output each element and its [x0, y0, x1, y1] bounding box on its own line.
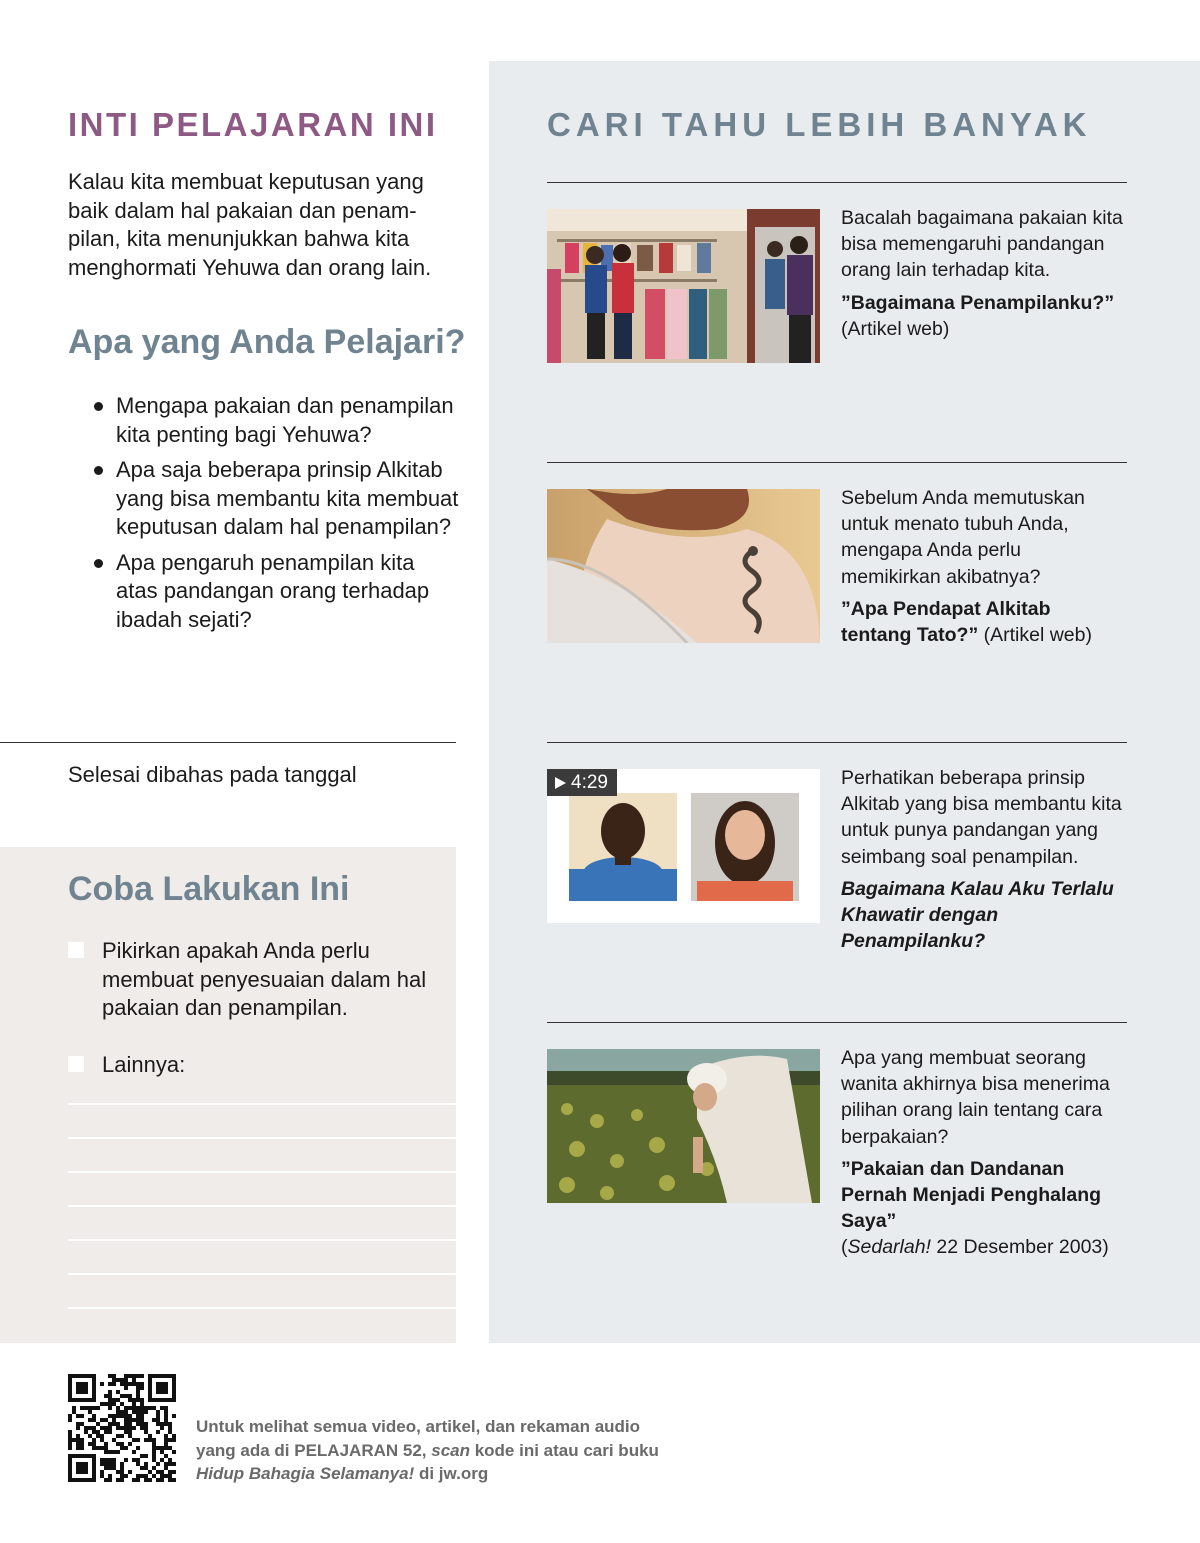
section-heading-summary: INTI PELAJARAN INI	[68, 106, 438, 143]
footer-note: Untuk melihat semua video, artikel, dan rekaman audio yang ada di PELAJARAN 52, scan kode ini atau cari buku Hidup Bahagia Selamanya! di jw.org	[196, 1417, 659, 1483]
write-line[interactable]	[68, 1103, 456, 1105]
resource-source: (Sedarlah! 22 Desember 2003)	[841, 1236, 1109, 1259]
resource-description: Perhatikan beberapa prinsip Alkitab yang bisa membantu kita untuk punya pandangan yang seimbang soal penampilan.	[841, 767, 1122, 868]
resource-item	[841, 1045, 1126, 1261]
resource-item	[841, 765, 1126, 954]
checklist-item	[68, 937, 438, 1023]
divider	[0, 742, 456, 743]
clothing-store-illustration	[547, 209, 820, 363]
write-line[interactable]	[68, 1273, 456, 1275]
resource-description: Bacalah bagaimana pakaian kita bisa memengaruhi pandangan orang lain terhadap kita.	[841, 207, 1123, 282]
tattoo-image[interactable]	[547, 489, 820, 643]
resource-source: (Artikel web)	[841, 317, 950, 340]
resource-title-link[interactable]: Bagaimana Kalau Aku Terlalu Khawatir dengan Penampilanku?	[841, 877, 1114, 953]
checklist-item-label: Lainnya:	[102, 1052, 186, 1077]
questions-heading: Apa yang Anda Pelajari?	[68, 323, 466, 361]
qr-code-icon	[68, 1374, 176, 1482]
tattoo-illustration	[547, 489, 820, 643]
resource-description: Apa yang membuat seorang wanita akhirnya bisa menerima pilihan orang lain tentang cara berpakaian?	[841, 1047, 1110, 1148]
video-duration: 4:29	[571, 772, 608, 793]
write-line[interactable]	[68, 1205, 456, 1207]
summary-text: Kalau kita membuat keputusan yang baik dalam hal pakaian dan penampilan, kita menunjukkan bahwa kita menghormati Yehuwa dan orang lain.	[68, 169, 432, 280]
checkbox[interactable]	[68, 942, 84, 958]
resource-description: Sebelum Anda memutuskan untuk menato tubuh Anda, mengapa Anda perlu memikirkan akibatnya?	[841, 487, 1085, 588]
try-this-box	[0, 847, 456, 1343]
question-list	[90, 392, 460, 641]
resource-title-link[interactable]: ”Pakaian dan Dandanan Pernah Menjadi Penghalang Saya”	[841, 1157, 1102, 1233]
divider	[547, 742, 1127, 743]
resource-title-link[interactable]: ”Apa Pendapat Alkitab tentang Tato?” (Artikel web)	[841, 597, 1092, 647]
play-icon	[555, 777, 566, 789]
try-this-heading: Coba Lakukan Ini	[68, 870, 350, 908]
question-item: Mengapa pakaian dan penampilan kita penting bagi Yehuwa?	[90, 392, 460, 449]
field-worker-illustration	[547, 1049, 820, 1203]
video-duration-badge	[547, 769, 617, 796]
divider	[547, 182, 1127, 183]
qr-code[interactable]	[68, 1374, 176, 1482]
checklist-item	[68, 1051, 438, 1080]
checklist-item-label: Pikirkan apakah Anda perlu membuat penyesuaian dalam hal pakaian dan penampilan.	[102, 938, 427, 1020]
resource-source: (Artikel web)	[983, 624, 1092, 647]
clothing-store-image[interactable]	[547, 209, 820, 363]
field-worker-image[interactable]	[547, 1049, 820, 1203]
write-line[interactable]	[68, 1137, 456, 1139]
bullet-icon	[94, 466, 103, 475]
resource-title-link[interactable]: ”Bagaimana Penampilanku?”	[841, 291, 1115, 314]
question-item: Apa pengaruh penampilan kita atas pandangan orang terhadap ibadah sejati?	[90, 549, 460, 635]
divider	[547, 1022, 1127, 1023]
bullet-icon	[94, 402, 103, 411]
resource-item	[841, 205, 1126, 342]
question-item: Apa saja beberapa prinsip Alkitab yang bisa membantu kita membuat keputusan dalam hal penampilan?	[90, 456, 460, 542]
write-line[interactable]	[68, 1239, 456, 1241]
bullet-icon	[94, 559, 103, 568]
write-line[interactable]	[68, 1171, 456, 1173]
completed-date-label: Selesai dibahas pada tanggal	[68, 762, 357, 787]
learn-more-heading: CARI TAHU LEBIH BANYAK	[547, 106, 1092, 143]
divider	[547, 462, 1127, 463]
video-thumbnail[interactable]	[547, 769, 820, 923]
checkbox[interactable]	[68, 1056, 84, 1072]
resource-item	[841, 485, 1126, 648]
write-line[interactable]	[68, 1307, 456, 1309]
